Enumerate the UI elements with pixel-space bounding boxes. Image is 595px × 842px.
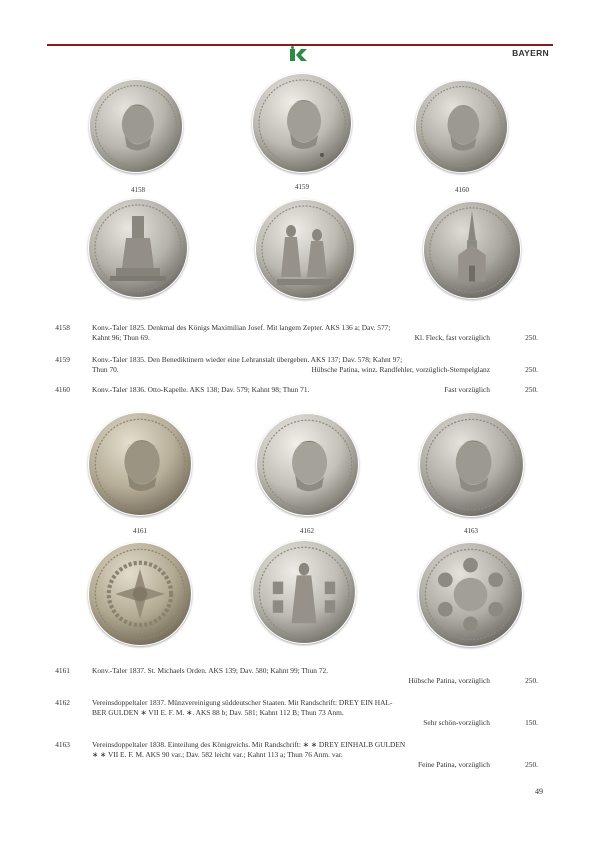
section-title: BAYERN xyxy=(512,48,549,58)
coin-4161-reverse xyxy=(88,542,192,646)
lot-grade: Hübsche Patina, vorzüglich xyxy=(408,676,490,685)
lot-number: 4158 xyxy=(55,323,70,332)
lot-grade: Kl. Fleck, fast vorzüglich xyxy=(414,333,490,342)
lot-entry-4159 xyxy=(40,355,538,377)
lot-description: Konv.-Taler 1825. Denkmal des Königs Maximilian Josef. Mit langem Zepter. AKS 136 a; Dav. 577; Kahnt 96; Thun 69. xyxy=(92,323,391,342)
coin-4158-reverse xyxy=(88,198,188,298)
lot-number: 4162 xyxy=(55,698,70,707)
lot-grade: Fast vorzüglich xyxy=(444,385,490,394)
coin-4160-reverse xyxy=(423,201,521,299)
page-number: 49 xyxy=(535,787,543,796)
coin-4160-obverse xyxy=(415,80,508,173)
coin-4162-reverse xyxy=(252,540,356,644)
lot-number: 4163 xyxy=(55,740,70,749)
lot-grade: Sehr schön-vorzüglich xyxy=(423,718,490,727)
lot-description: Vereinsdoppeltaler 1837. Münzvereinigung süddeutscher Staaten. Mit Randschrift: DREY EIN HAL- BER GULDEN ∗ VII E. F. M. ∗. AKS 88 b; Dav. 581; Kahnt 112 B; Thun 73 Anm. xyxy=(92,698,393,717)
coin-number-4162: 4162 xyxy=(300,527,314,535)
coin-4161-obverse xyxy=(88,412,192,516)
lot-entry-4158 xyxy=(40,323,538,345)
lot-description: Konv.-Taler 1835. Den Benediktinern wieder eine Lehranstalt übergeben. AKS 137; Dav. 578; Kahnt 97; Thun 70. xyxy=(92,355,403,374)
lot-grade: Feine Patina, vorzüglich xyxy=(417,760,490,769)
lot-entry-4162 xyxy=(40,698,538,728)
lot-number: 4161 xyxy=(55,666,70,675)
coin-4159-reverse xyxy=(255,199,355,299)
lot-price: 250. xyxy=(525,365,538,374)
coin-number-4160: 4160 xyxy=(455,186,469,194)
lot-entry-4160 xyxy=(40,385,538,397)
coin-number-4163: 4163 xyxy=(464,527,478,535)
coin-4162-obverse xyxy=(256,413,359,516)
lot-price: 250. xyxy=(525,333,538,342)
lot-price: 150. xyxy=(525,718,538,727)
coin-4158-obverse xyxy=(89,79,183,173)
lot-description: Konv.-Taler 1837. St. Michaels Orden. AKS 139; Dav. 580; Kahnt 99; Thun 72. xyxy=(92,666,329,675)
lot-price: 250. xyxy=(525,676,538,685)
lot-description: Konv.-Taler 1836. Otto-Kapelle. AKS 138; Dav. 579; Kahnt 98; Thun 71. xyxy=(92,385,310,394)
lot-number: 4160 xyxy=(55,385,70,394)
coin-4159-obverse xyxy=(252,73,352,173)
lot-entry-4163 xyxy=(40,740,538,770)
coin-number-4158: 4158 xyxy=(131,186,145,194)
lot-price: 250. xyxy=(525,385,538,394)
lot-description: Vereinsdoppeltaler 1838. Einteilung des Königreichs. Mit Randschrift: ∗ ∗ DREY EINHALB GULDEN ∗ ∗ VII E. F. M. AKS 90 var.; Dav. 582 leicht var.; Kahnt 113 a; Thun 76 Anm. var. xyxy=(92,740,406,759)
lot-grade: Hübsche Patina, winz. Randfehler, vorzüglich-Stempelglanz xyxy=(311,365,490,374)
coin-4163-reverse xyxy=(418,542,523,647)
auction-house-logo-icon xyxy=(289,46,309,62)
coin-4163-obverse xyxy=(419,412,524,517)
coin-number-4159: 4159 xyxy=(295,183,309,191)
lot-number: 4159 xyxy=(55,355,70,364)
coin-number-4161: 4161 xyxy=(133,527,147,535)
lot-price: 250. xyxy=(525,760,538,769)
lot-entry-4161 xyxy=(40,666,538,686)
